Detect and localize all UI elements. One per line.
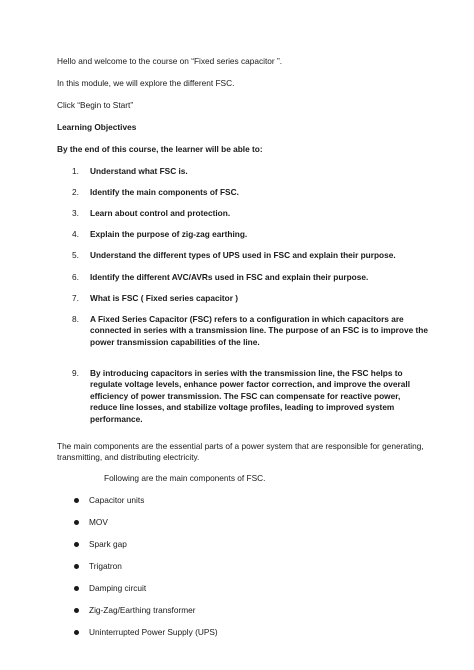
bullet-icon	[74, 520, 79, 525]
bullet-icon	[74, 564, 79, 569]
components-subheading: Following are the main components of FSC.	[104, 473, 266, 483]
begin-instruction: Click “Begin to Start”	[57, 100, 134, 110]
objectives-heading: Learning Objectives	[57, 122, 137, 132]
bullet-icon	[74, 542, 79, 547]
objective-number: 5.	[72, 250, 79, 260]
objective-text: Identify the main components of FSC.	[90, 187, 239, 197]
objective-item	[57, 272, 429, 283]
component-list-item	[57, 583, 146, 594]
objective-item	[57, 293, 429, 304]
objective-number: 8.	[72, 314, 79, 324]
component-list-item	[57, 517, 108, 528]
objective-item	[57, 314, 429, 348]
objective-text: A Fixed Series Capacitor (FSC) refers to a configuration in which capacitors are connected in series with a transmission line. The purpose of an FSC is to improve the power transmission capabilities of the line.	[90, 314, 428, 347]
objective-number: 4.	[72, 229, 79, 239]
objective-item	[57, 229, 429, 240]
component-list-item	[57, 561, 122, 572]
objective-text: Understand the different types of UPS used in FSC and explain their purpose.	[90, 250, 396, 260]
component-list-item	[57, 495, 144, 506]
objective-item	[57, 166, 429, 177]
objective-number: 6.	[72, 272, 79, 282]
component-label: Capacitor units	[89, 495, 145, 505]
objective-text: Understand what FSC is.	[90, 166, 188, 176]
bullet-icon	[74, 630, 79, 635]
components-paragraph: The main components are the essential parts of a power system that are responsible for generating, transmitting, and distributing electricity.	[57, 441, 424, 463]
welcome-text: Hello and welcome to the course on “Fixed series capacitor ”.	[57, 56, 283, 66]
objective-text: Explain the purpose of zig-zag earthing.	[90, 229, 248, 239]
objective-item	[57, 187, 429, 198]
objectives-lead: By the end of this course, the learner will be able to:	[57, 144, 263, 154]
bullet-icon	[74, 586, 79, 591]
objective-item	[57, 208, 429, 219]
component-label: Trigatron	[89, 561, 122, 571]
bullet-icon	[74, 498, 79, 503]
objective-item	[57, 250, 429, 261]
component-label: Spark gap	[89, 539, 127, 549]
component-label: Uninterrupted Power Supply (UPS)	[89, 627, 218, 637]
component-list-item	[57, 627, 218, 638]
objective-number: 3.	[72, 208, 79, 218]
objective-number: 2.	[72, 187, 79, 197]
objective-text: By introducing capacitors in series with the transmission line, the FSC helps to regulate voltage levels, enhance power factor correction, and improve the overall efficiency of power transmission. The FSC can compensate for reactive power, reduce line losses, and stabilize voltage profiles, leading to improved system performance.	[90, 368, 410, 424]
objective-text: What is FSC ( Fixed series capacitor )	[90, 293, 239, 303]
objective-item	[57, 368, 429, 425]
objective-text: Learn about control and protection.	[90, 208, 231, 218]
component-list-item	[57, 605, 196, 616]
module-text: In this module, we will explore the different FSC.	[57, 78, 235, 88]
objective-number: 1.	[72, 166, 79, 176]
component-list-item	[57, 539, 127, 550]
component-label: MOV	[89, 517, 108, 527]
objective-number: 9.	[72, 368, 79, 378]
bullet-icon	[74, 608, 79, 613]
component-label: Zig-Zag/Earthing transformer	[89, 605, 196, 615]
objective-number: 7.	[72, 293, 79, 303]
component-label: Damping circuit	[89, 583, 147, 593]
objective-text: Identify the different AVC/AVRs used in FSC and explain their purpose.	[90, 272, 369, 282]
